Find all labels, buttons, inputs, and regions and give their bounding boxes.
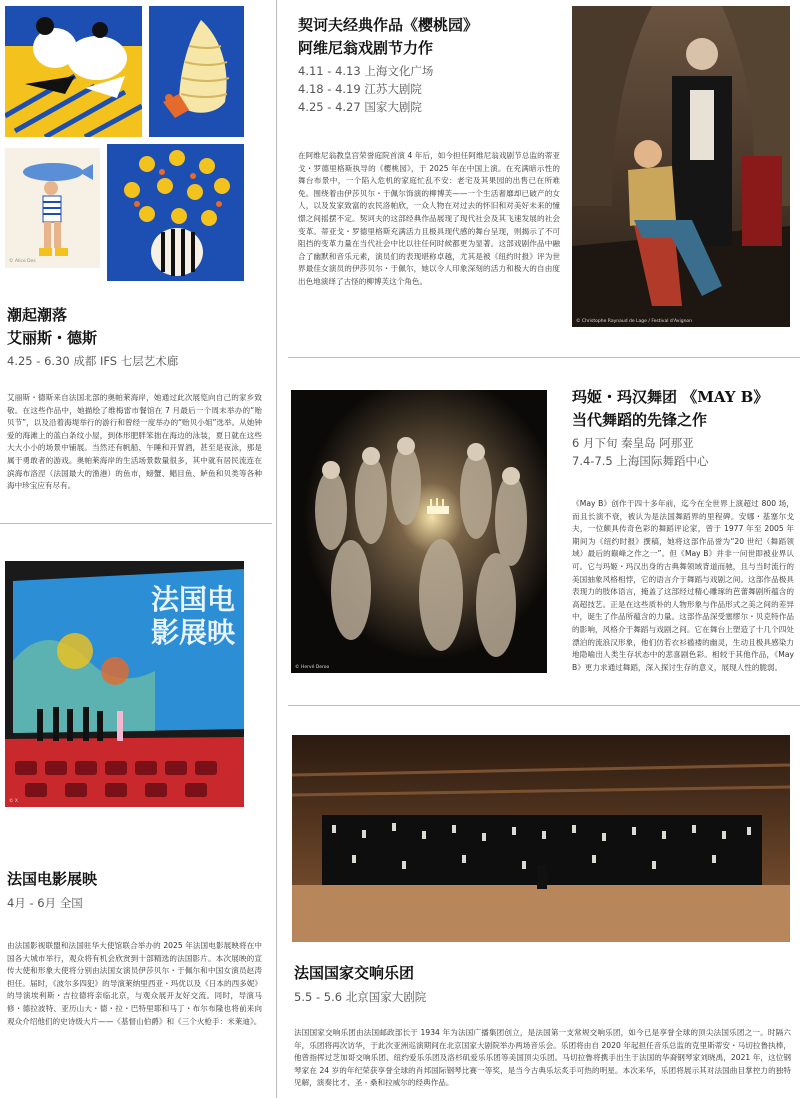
cherry-orchard-title-line1: 契诃夫经典作品《樱桃园》	[298, 16, 479, 34]
cherry-orchard-title-line2: 阿维尼翁戏剧节力作	[298, 39, 434, 57]
cherry-orchard-dates	[298, 62, 558, 116]
cherry-orchard-title	[298, 14, 558, 60]
may-b-date-1: 6 月下旬 秦皇岛 阿那亚	[572, 436, 694, 450]
art-exhibit-dates: 4.25 - 6.30 成都 IFS 七层艺术廊	[7, 354, 179, 368]
film-photo-credit: © X	[9, 799, 19, 804]
art-exhibit-title-line1: 潮起潮落	[7, 306, 68, 324]
art-exhibit-title	[7, 304, 267, 350]
cherry-orchard-photo	[572, 6, 790, 327]
may-b-date-2: 7.4-7.5 上海国际舞蹈中心	[572, 454, 709, 468]
film-screen-text: 法国电影展映	[151, 583, 236, 649]
orchestra-dates: 5.5 - 5.6 北京国家大剧院	[294, 990, 427, 1004]
may-b-photo	[291, 390, 547, 673]
illustration-swimmers	[5, 6, 142, 137]
section-divider-left	[0, 523, 272, 524]
cherry-orchard-date-3: 4.25 - 4.27 国家大剧院	[298, 100, 422, 114]
section-divider-right-mid	[288, 705, 800, 706]
art-credit: © Alice Des	[9, 259, 36, 264]
may-b-title-line2: 当代舞蹈的先锋之作	[572, 411, 708, 429]
art-exhibit-body: 艾丽斯・德斯来自法国北部的奥帕莱海岸，她通过此次展览向自己的家乡致敬。在这些作品中，她描绘了维梅雷市餐馆在 7 月最后一个周末举办的“贻贝节”，以及沿着海堤举行的游行和曾经一度举办的“贻贝小姐”选举。从她钟爱的海滩上的蓝白条纹小屋，到体形肥胖笨拙在海边的泳装，夏日就在这些大大小小的场景中铺展。当然还有帆船、午睡和开胃酒，甚至是夜泳，那是属于勇敢者的游戏。奥帕莱海岸的生活场景数量很多，其中就有居民流连在滨海布洛涅（法国最大的渔港）的鱼市，螃蟹、鲳目鱼、鲈鱼和贝类等各种海中珍宝应有尽有。	[7, 393, 262, 491]
may-b-dates	[572, 434, 794, 470]
illustration-vase	[107, 144, 244, 281]
film-festival-dates: 4月 - 6月 全国	[7, 896, 83, 910]
orchestra-photo	[292, 735, 790, 942]
orchestra-title: 法国国家交响乐团	[294, 964, 415, 982]
cherry-orchard-date-2: 4.18 - 4.19 江苏大剧院	[298, 82, 422, 96]
cherry-orchard-body: 在阿维尼翁教皇宫荣誉庭院首演 4 年后，如今担任阿维尼翁戏剧节总监的蒂亚戈・罗德里格斯执导的《樱桃园》，于 2025 年在中国上演。在充满暗示性的舞台布景中，一个陷入危机的家庭忙乱不安：老宅及其果园的出售已在所难免。围绕着由伊莎贝尔・于佩尔饰演的柳博芙——一个生活奢靡却已破产的女人，以及发家致富的农民洛帕欣，一众人物在对过去的怀旧和对美好未来的憧憬之间摇摆不定。契诃夫的这部经典作品展现了现代社会及其飞速发展的社会变革。蒂亚戈・罗德里格斯充满活力且极具现代感的舞台呈现，则揭示了不可阻挡的变革力量在当代社会中比以往任何时候都更为显著。这部戏剧作品中融合了幽默和音乐元素，演员们的表现堪称卓越，尤其是被《纽约时报》评为世界最佳女演员的伊莎贝尔・于佩尔，她以令人印象深刻的活力和极大的自由度出色地演绎了古怪的柳博芙这个角色。	[298, 151, 560, 286]
may-b-title-line1: 玛姬・玛汉舞团 《MAY B》	[572, 388, 769, 406]
may-b-body: 《May B》创作于四十多年前，迄今在全世界上演超过 800 场，而且长演不衰，被认为是法国舞蹈界的里程碑。安娜・基塞尔戈夫，一位颇具传奇色彩的舞蹈评论家，曾于 1977 年至 2005 年期间为《纽约时报》撰稿，她将这部作品誉为“20 世纪（舞蹈领域）最后的巅峰之作之一”。但《May B》并非一问世即被业界认可。它与玛姬・玛汉出身的古典舞领域背道而驰，且与当时流行的美国抽象风格相悖，它的语言介于舞蹈与戏剧之间。这部作品极具表现力的肢体语言，掩盖了这部经过精心雕琢的芭蕾舞剧所蕴含的高超技艺。正是在这些质朴的人物形象与作品形式之美之间的差异中，诞生了作品所蕴含的力量。这部作品深受塞缪尔・贝克特作品的影响，风格介于舞蹈与戏剧之间。它在舞台上塑造了十几个四处漂泊的流浪汉形象，他们仿若衣衫褴褛的幽灵，生动且极具感染力地隐喻出人类生存状态中的悲喜剧色彩。相较于其他作品，《May B》更力求通过舞蹈，深入探讨生存的意义，展现人性的脆弱。	[572, 499, 794, 672]
film-festival-photo	[5, 561, 244, 807]
film-festival-body: 由法国影视联盟和法国驻华大使馆联合举办的 2025 年法国电影展映将在中国各大城市举行，观众将有机会欣赏到十部精选的法国影片。本次展映的宣传大使和形象大使将分别由法国女演员伊莎贝尔・于佩尔和中国女演员赵涛担任。届时，《波尔多四犯》的导演莱纳里西亚・玛优以及《日本的西多妮》的导演埃利斯・吉拉德将亲临北京，与观众展开友好交流。同时，导演马修・德拉波特、亚历山大・德・拉・巴特里耶和马丁・布尔布隆也将前来向观众介绍他们的史诗级大片——《基督山伯爵》和《三个火枪手：米莱迪》。	[7, 941, 262, 1026]
illustration-fish-carrier	[5, 148, 100, 268]
cherry-orchard-date-1: 4.11 - 4.13 上海文化广场	[298, 64, 434, 78]
column-divider-left	[276, 0, 277, 1098]
illustration-shell	[149, 6, 244, 137]
art-exhibit-title-line2: 艾丽斯・德斯	[7, 329, 98, 347]
may-b-photo-credit: © Hervé Deroo	[295, 665, 330, 670]
orchestra-body: 法国国家交响乐团由法国邮政部长于 1934 年为法国广播集团创立，是法国第一支常规交响乐团，如今已是享誉全球的顶尖法国乐团之一。时隔六年，乐团将再次访华，于此次亚洲巡演期间在北京国家大剧院举办两场音乐会。乐团将由自 2020 年起担任音乐总监的克里斯蒂安・马切拉鲁执棒，他曾指挥过芝加哥交响乐团、纽约爱乐乐团及洛杉矶爱乐乐团等美国顶尖乐团。马切拉鲁将携手出生于法国的华裔钢琴家刘晓禹，2021 年，这位钢琴家在 24 岁的年纪荣获享誉全球的肖邦国际钢琴比赛一等奖，是当今古典乐坛炙手可热的明星。本次来华，乐团将展示其对法国曲目掌控力的独特见解，演奏比才、圣 - 桑和拉威尔的经典作品。	[294, 1028, 791, 1088]
cherry-orchard-photo-credit: © Christophe Raynaud de Lage / Festival d'Avignon	[576, 319, 693, 324]
may-b-title	[572, 386, 794, 432]
section-divider-right-top	[288, 357, 800, 358]
film-festival-title: 法国电影展映	[7, 870, 98, 888]
